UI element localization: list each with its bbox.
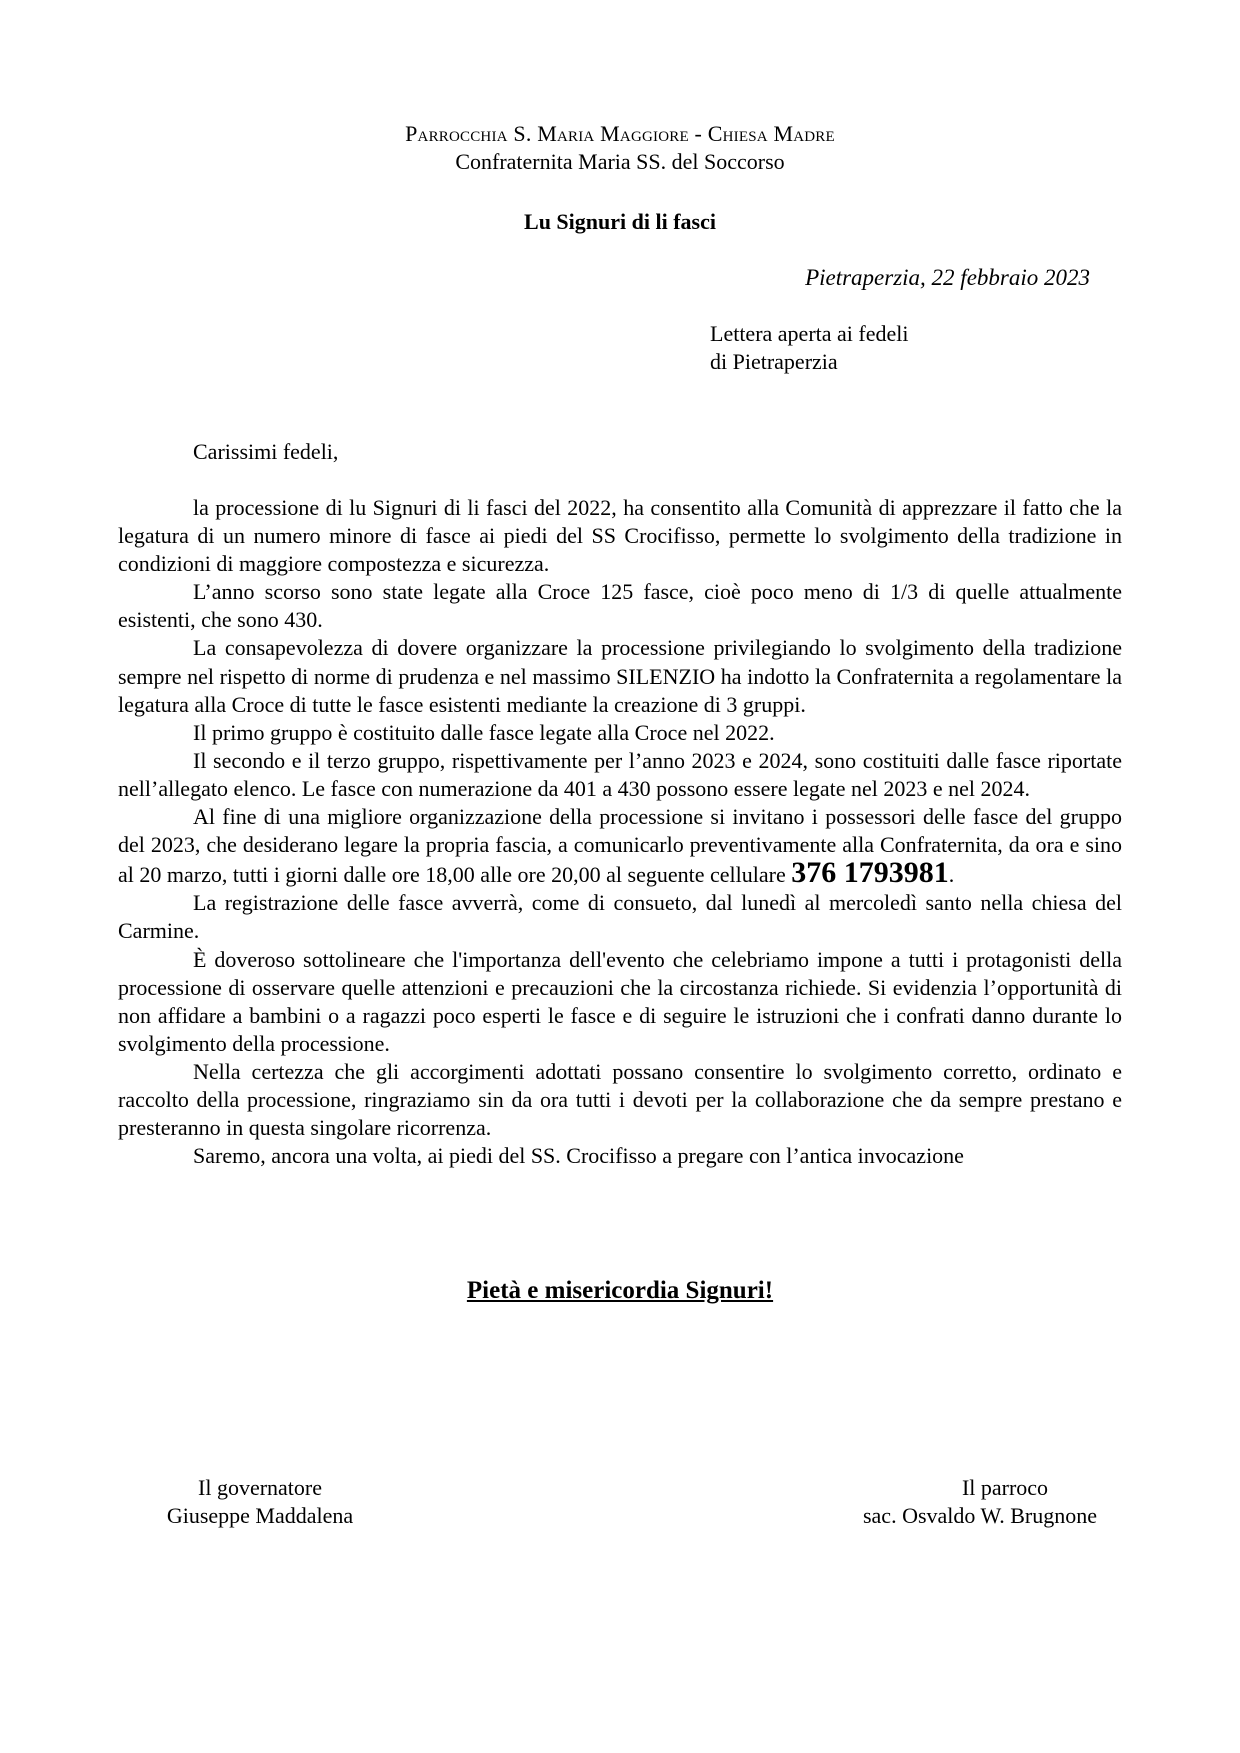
signature-priest-name: sac. Osvaldo W. Brugnone <box>862 1503 1098 1528</box>
paragraph-4: Il primo gruppo è costituito dalle fasce legate alla Croce nel 2022. <box>193 719 775 745</box>
paragraph-8: È doveroso sottolineare che l'importanza dell'evento che celebriamo impone a tutti i protagonisti della processione di osservare quelle attenzioni e precauzioni che la circostanza richiede. Si evidenzia l’opportunità di non affidare a bambini o a ragazzi poco esperti le fasce e di seguire le istruzioni che i confrati danno durante lo svolgimento della processione. <box>118 946 1122 1056</box>
paragraph-3: La consapevolezza di dovere organizzare la processione privilegiando lo svolgimento della tradizione sempre nel rispetto di norme di prudenza e nel massimo SILENZIO ha indotto la Confraternita a regolamentare la legatura alla Croce di tutte le fasce esistenti mediante la creazione di 3 gruppi. <box>118 635 1122 717</box>
invocation: Pietà e misericordia Signuri! <box>466 1277 774 1304</box>
place-date: Pietraperzia, 22 febbraio 2023 <box>805 265 1090 290</box>
paragraph-10: Saremo, ancora una volta, ai piedi del SS. Crocifisso a pregare con l’antica invocazione <box>193 1143 964 1169</box>
paragraph-6-text: Al fine di una migliore organizzazione della processione si invitano i possessori delle fasce del gruppo del 2023, che desiderano legare la propria fascia, a comunicarlo preventivamente alla Confraternita, da ora e sino al 20 marzo, tutti i giorni dalle ore 18,00 alle ore 20,00 al seguente cellulare <box>118 804 1122 888</box>
confraternity-name: Confraternita Maria SS. del Soccorso <box>455 149 785 174</box>
letter-body <box>118 494 1122 1170</box>
salutation: Carissimi fedeli, <box>193 439 339 464</box>
letter-title: Lu Signuri di li fasci <box>524 209 716 234</box>
signature-governor <box>130 1474 390 1530</box>
paragraph-6-end: . <box>948 862 955 888</box>
phone-number: 376 1793981 <box>791 856 949 890</box>
recipient-line-2: di Pietraperzia <box>710 349 838 374</box>
signature-governor-role: Il governatore <box>198 1475 322 1500</box>
paragraph-2: L’anno scorso sono state legate alla Croce 125 fasce, cioè poco meno di 1/3 di quelle attualmente esistenti, che sono 430. <box>118 579 1122 633</box>
paragraph-5: Il secondo e il terzo gruppo, rispettivamente per l’anno 2023 e 2024, sono costituiti dalle fasce riportate nell’allegato elenco. Le fasce con numerazione da 401 a 430 possono essere legate nel 2023 e nel 2024. <box>118 747 1122 801</box>
paragraph-6 <box>118 803 1122 889</box>
letterhead <box>0 120 1240 176</box>
paragraph-1: la processione di lu Signuri di li fasci del 2022, ha consentito alla Comunità di apprezzare il fatto che la legatura di un numero minore di fasce ai piedi del SS Crocifisso, permette lo svolgimento della tradizione in condizioni di maggiore compostezza e sicurezza. <box>118 495 1122 577</box>
paragraph-9: Nella certezza che gli accorgimenti adottati possano consentire lo svolgimento corretto, ordinato e raccolto della processione, ringraziamo sin da ora tutti i devoti per la collaborazione che da sempre prestano e presteranno in questa singolare ricorrenza. <box>118 1058 1122 1141</box>
recipient-line-1: Lettera aperta ai fedeli <box>710 321 909 346</box>
signature-priest-role: Il parroco <box>961 1475 1049 1500</box>
signature-governor-name: Giuseppe Maddalena <box>166 1503 354 1528</box>
parish-name: Parrocchia S. Maria Maggiore - Chiesa Madre <box>405 121 835 146</box>
paragraph-7: La registrazione delle fasce avverrà, come di consueto, dal lunedì al mercoledì santo nella chiesa del Carmine. <box>118 890 1122 944</box>
recipient-block <box>710 320 908 376</box>
signature-parish-priest <box>820 1474 1140 1530</box>
